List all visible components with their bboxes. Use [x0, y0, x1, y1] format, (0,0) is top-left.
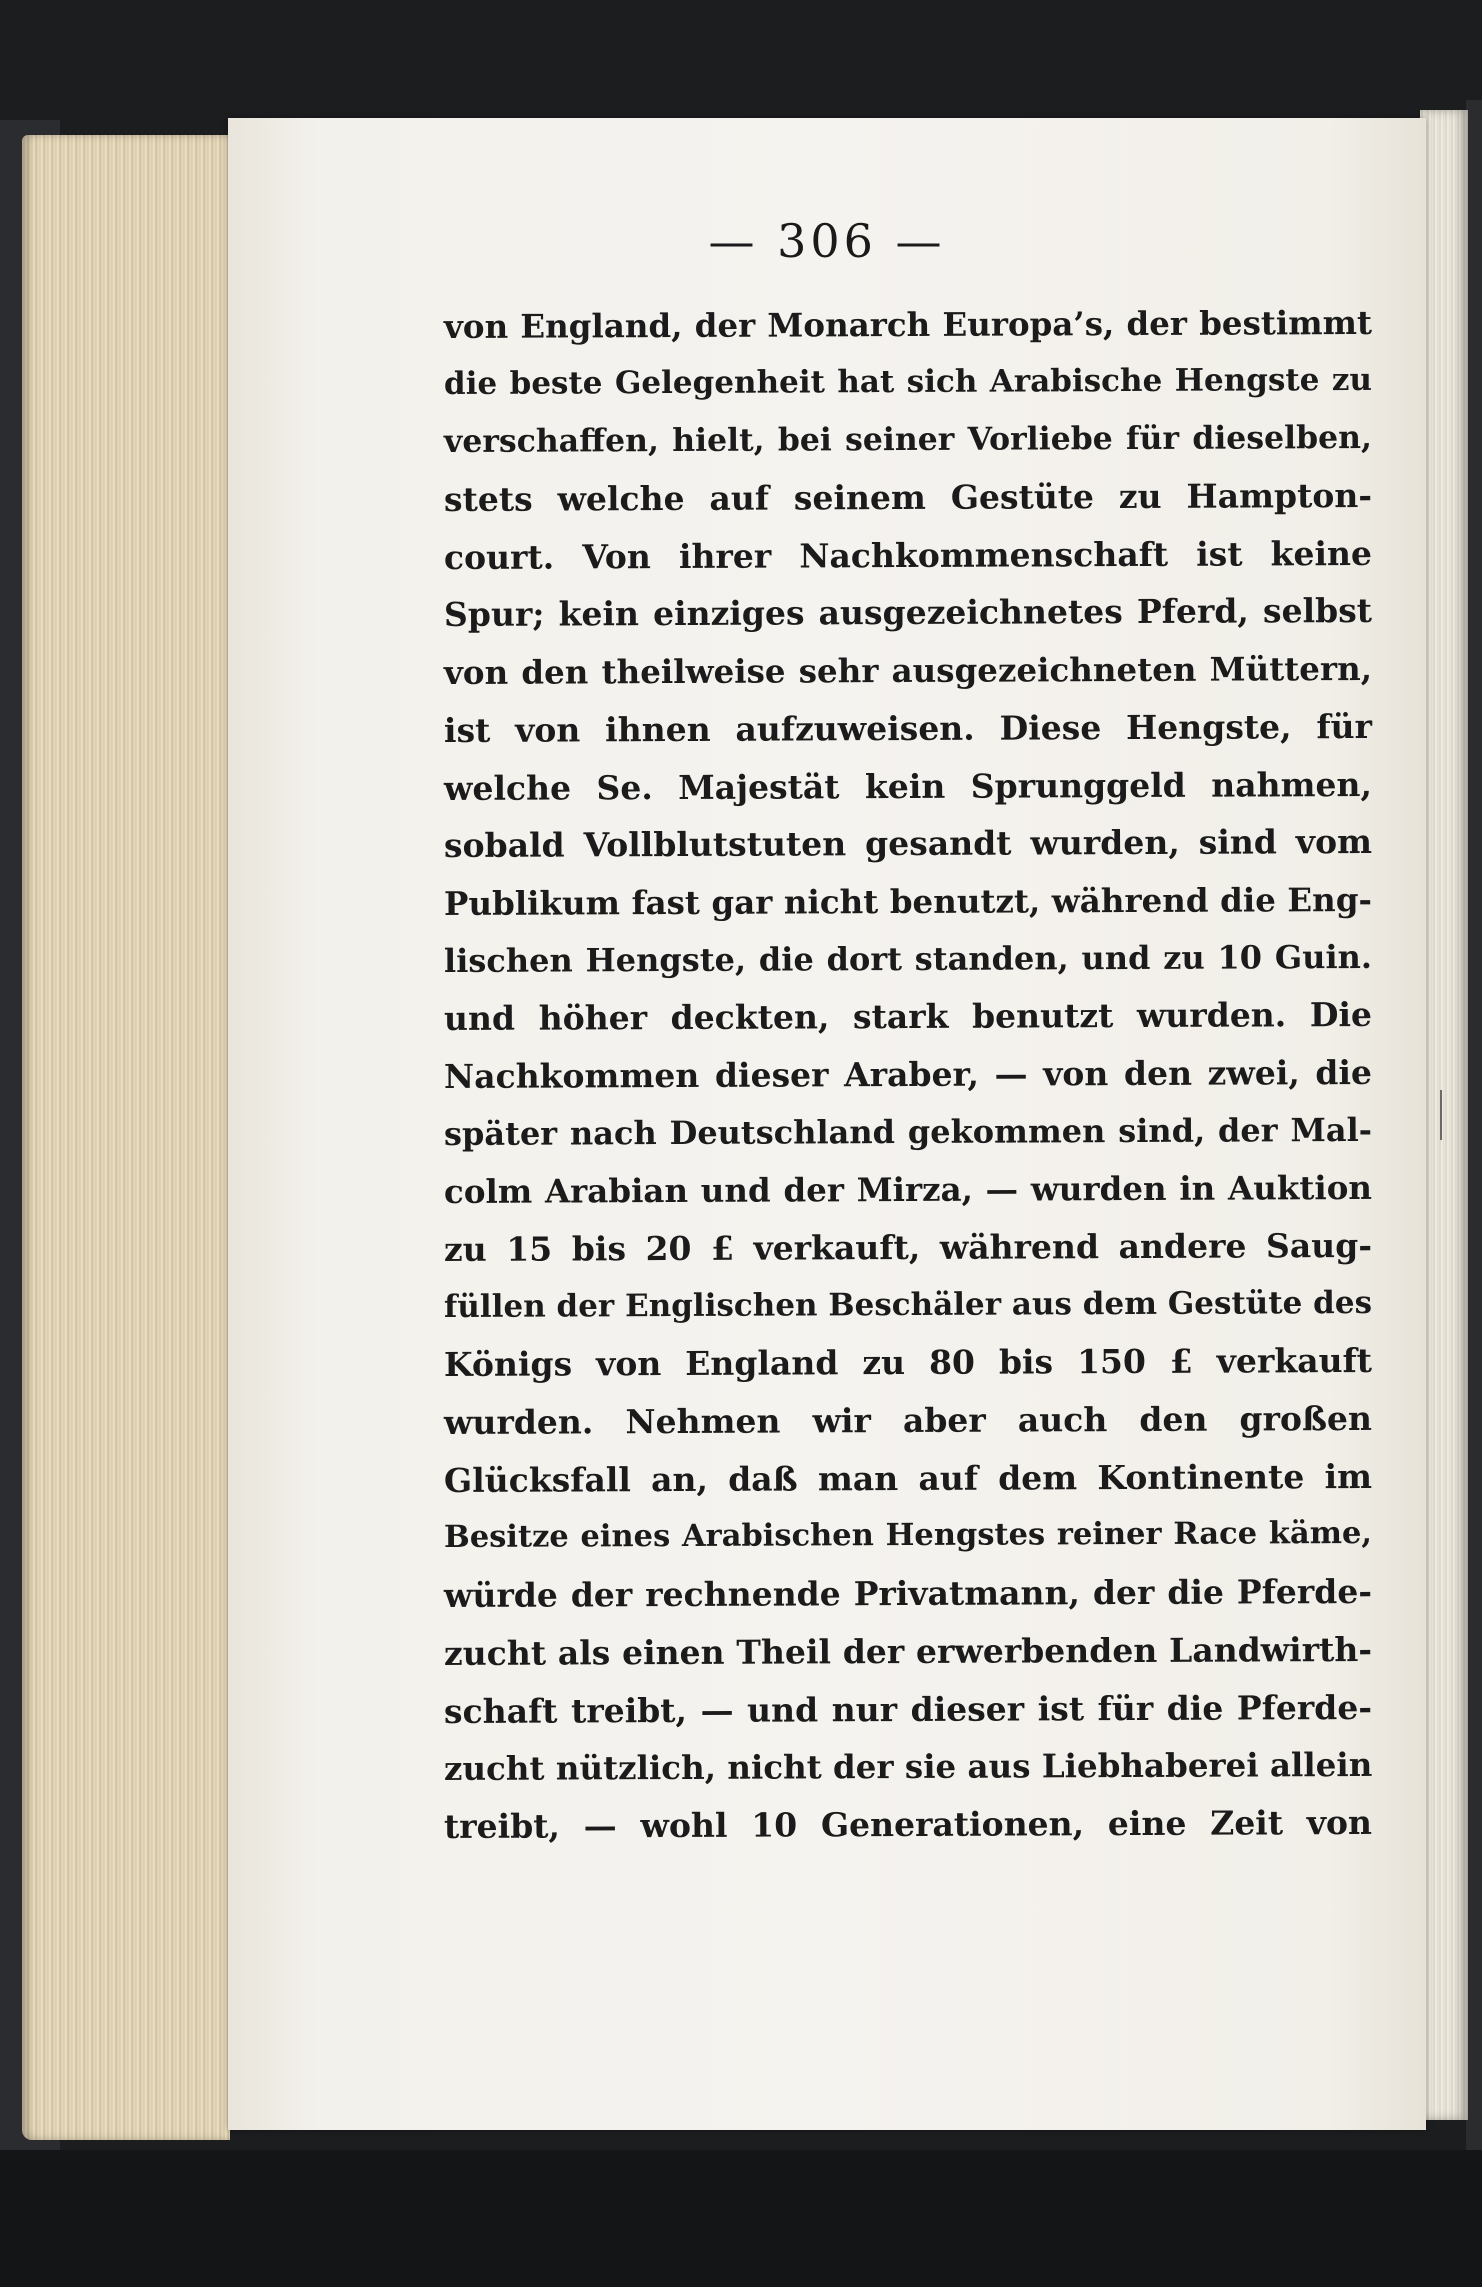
page-edges-right — [1420, 110, 1468, 2120]
text-line: Besitze eines Arabischen Hengstes reiner Race käme, — [443, 1515, 1373, 1556]
text-line: lischen Hengste, die dort standen, und zu 10 Guin. — [443, 937, 1373, 980]
text-line: zu 15 bis 20 £ verkauft, während andere Saug- — [443, 1225, 1373, 1269]
text-line: wurden. Nehmen wir aber auch den großen — [443, 1399, 1373, 1443]
text-line: court. Von ihrer Nachkommenschaft ist keine — [443, 533, 1373, 577]
text-line: colm Arabian und der Mirza, — wurden in Auktion — [443, 1168, 1373, 1212]
book-page — [228, 118, 1426, 2130]
text-line: würde der rechnende Privatmann, der die Pferde- — [443, 1572, 1373, 1616]
text-line: Spur; kein einziges ausgezeichnetes Pferd, selbst — [443, 591, 1373, 635]
text-line: Königs von England zu 80 bis 150 £ verkauft — [443, 1341, 1373, 1385]
text-line: verschaffen, hielt, bei seiner Vorliebe für dieselben, — [443, 419, 1373, 461]
text-line: von England, der Monarch Europa’s, der bestimmt — [443, 302, 1373, 346]
text-line: schaft treibt, — und nur dieser ist für die Pferde- — [443, 1687, 1373, 1731]
text-line: und höher deckten, stark benutzt wurden. Die — [443, 995, 1373, 1039]
text-line: Glücksfall an, daß man auf dem Kontinente im — [443, 1456, 1373, 1500]
text-line: welche Se. Majestät kein Sprunggeld nahmen, — [443, 764, 1373, 808]
text-line: sobald Vollblutstuten gesandt wurden, sind vom — [443, 822, 1373, 866]
page-edges-left — [22, 135, 230, 2140]
text-line: die beste Gelegenheit hat sich Arabische Hengste zu — [443, 361, 1373, 402]
text-line: zucht nützlich, nicht der sie aus Liebhaberei allein — [443, 1745, 1373, 1789]
dark-background — [0, 2150, 1482, 2287]
text-line: treibt, — wohl 10 Generationen, eine Zeit von — [443, 1802, 1373, 1846]
text-line: stets welche auf seinem Gestüte zu Hampton- — [443, 476, 1373, 520]
text-line: Publikum fast gar nicht benutzt, während die Eng- — [443, 879, 1373, 923]
text-line: von den theilweise sehr ausgezeichneten Müttern, — [443, 649, 1373, 693]
text-line: zucht als einen Theil der erwerbenden Landwirth- — [443, 1629, 1373, 1673]
book-cover-right — [1466, 100, 1482, 2150]
body-text — [444, 298, 1372, 1856]
page-number: — 306 — — [708, 214, 946, 268]
text-line: Nachkommen dieser Araber, — von den zwei, die — [443, 1052, 1373, 1096]
text-line: füllen der Englischen Beschäler aus dem Gestüte des — [443, 1284, 1373, 1325]
page-mark — [1440, 1090, 1442, 1140]
text-line: ist von ihnen aufzuweisen. Diese Hengste, für — [443, 706, 1373, 750]
text-line: später nach Deutschland gekommen sind, der Mal- — [443, 1110, 1373, 1153]
